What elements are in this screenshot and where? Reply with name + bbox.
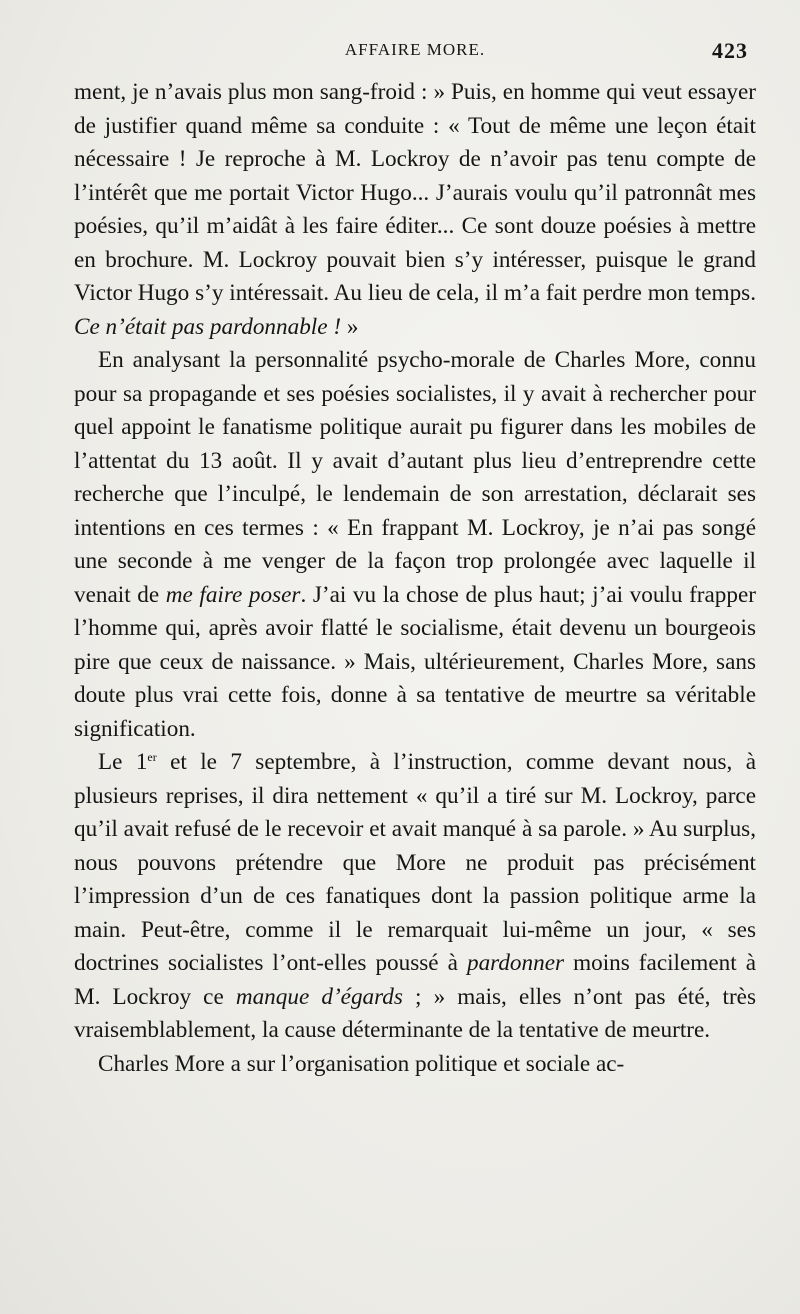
superscript-run: er — [147, 750, 157, 764]
text-run: » — [341, 313, 359, 340]
italic-run: manque d’égards — [235, 983, 403, 1010]
text-run: moins facilement à M. Lockroy ce — [74, 950, 756, 1010]
text-run: Le 1 — [98, 749, 148, 775]
running-head — [74, 36, 756, 76]
running-title: AFFAIRE MORE. — [344, 40, 486, 59]
paragraph — [74, 1048, 756, 1082]
italic-run: pardonner — [466, 950, 565, 976]
page-number: 423 — [712, 38, 748, 63]
italic-run: me faire poser — [165, 581, 301, 608]
italic-run: Ce n’était pas pardonnable ! — [74, 313, 342, 340]
paragraph — [74, 746, 756, 1048]
paragraph — [74, 344, 756, 746]
text-run: Charles More a sur l’organisation politique et sociale ac- — [98, 1050, 625, 1077]
paragraph — [74, 76, 756, 344]
text-run: ment, je n’avais plus mon sang-froid : » Puis, en homme qui veut essayer de justifier quand même sa conduite : « Tout de même une leçon était nécessaire ! Je reproche à M. Lockroy de n’avoir pas tenu compte de l’intérêt que me portait Victor Hugo... J’aurais voulu qu’il patronnât mes poésies, qu’il m’aidât à les faire éditer... Ce sont douze poésies à mettre en brochure. M. Lockroy pouvait bien s’y intéresser, puisque le grand Victor Hugo s’y intéressait. Au lieu de cela, il m’a fait perdre mon temps. — [74, 79, 756, 306]
text-run: En analysant la personnalité psycho-morale de Charles More, connu pour sa propagande et ses poésies socialistes, il y avait à rechercher pour quel appoint le fanatisme politique aurait pu figurer dans les mobiles de l’attentat du 13 août. Il y avait d’autant plus lieu d’entreprendre cette recherche que l’inculpé, le lendemain de son arrestation, déclarait ses intentions en ces termes : « En frappant M. Lockroy, je n’ai pas songé une seconde à me venger de la façon trop prolongée avec laquelle il venait de — [74, 347, 756, 608]
body-text — [74, 76, 756, 1081]
text-run: ; » mais, elles n’ont pas été, très vraisemblablement, la cause déterminante de la tentative de meurtre. — [74, 983, 756, 1043]
text-run: . J’ai vu la chose de plus haut; j’ai voulu frapper l’homme qui, après avoir flatté le socialisme, était devenu un bourgeois pire que ceux de naissance. » Mais, ultérieurement, Charles More, sans doute plus vrai cette fois, donne à sa tentative de meurtre sa véritable signification. — [74, 581, 757, 742]
text-run: et le 7 septembre, à l’instruction, comme devant nous, à plusieurs reprises, il dira nettement « qu’il a tiré sur M. Lockroy, parce qu’il avait refusé de le recevoir et avait manqué à sa parole. » Au surplus, nous pouvons prétendre que More ne produit pas précisément l’impression d’un de ces fanatiques dont la passion politique arme la main. Peut-être, comme il le remarquait lui-même un jour, « ses doctrines socialistes l’ont-elles poussé à — [74, 749, 756, 976]
